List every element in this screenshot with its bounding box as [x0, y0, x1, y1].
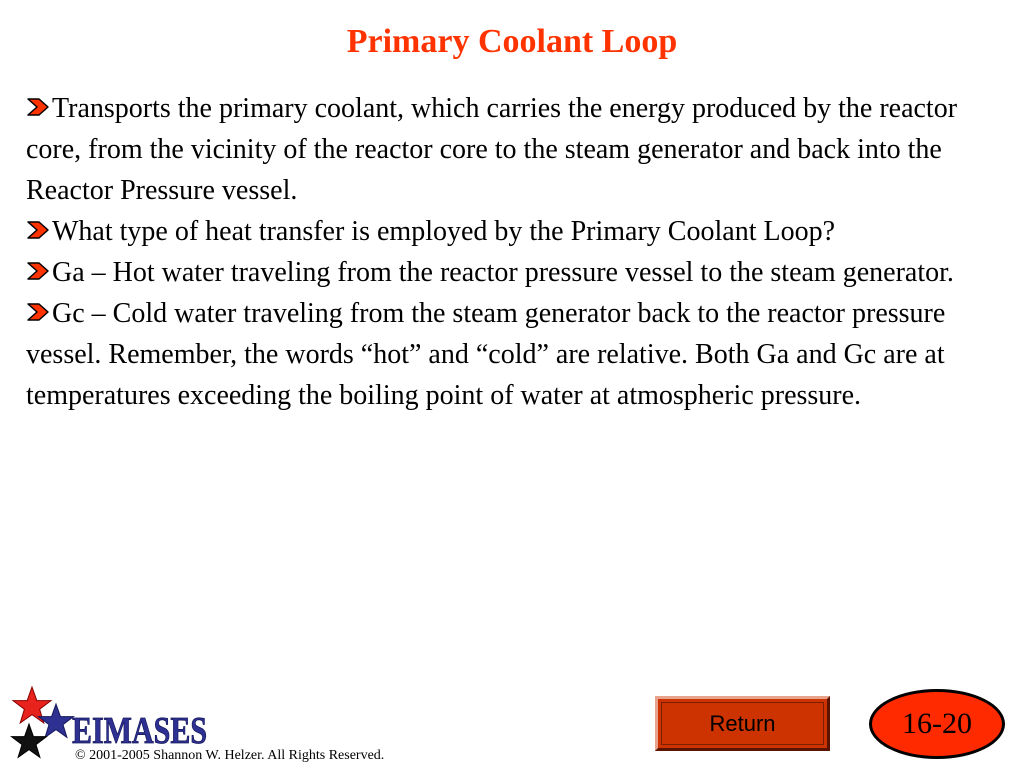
arrow-bullet-icon — [26, 301, 52, 323]
bullet-list — [26, 88, 976, 416]
arrow-bullet-icon — [26, 260, 52, 282]
logo-text: EIMASES — [72, 710, 207, 752]
copyright-text: © 2001-2005 Shannon W. Helzer. All Rights Reserved. — [75, 748, 385, 763]
bullet-text: Transports the primary coolant, which carries the energy produced by the reactor core, from the vicinity of the reactor core to the steam generator and back into the Reactor Pressure vessel. — [26, 93, 958, 206]
bullet-text: Gc – Cold water traveling from the steam generator back to the reactor pressure vessel. Remember, the words “hot” and “cold” are relative. Both Ga and Gc are at temperatures exceeding the boiling point of water at atmospheric pressure. — [26, 298, 946, 411]
bullet-text: Ga – Hot water traveling from the reactor pressure vessel to the steam generator. — [52, 257, 954, 288]
return-button-label: Return — [661, 702, 824, 745]
bullet-item — [26, 211, 976, 252]
blue-star-icon — [39, 704, 74, 737]
black-star-icon — [12, 724, 47, 757]
bullet-text: What type of heat transfer is employed by the Primary Coolant Loop? — [52, 216, 836, 247]
bullet-item — [26, 252, 976, 293]
arrow-bullet-icon — [26, 96, 52, 118]
return-button[interactable] — [655, 696, 830, 751]
page-number-badge: 16-20 — [869, 689, 1005, 759]
bullet-item — [26, 88, 976, 211]
arrow-bullet-icon — [26, 219, 52, 241]
slide-title: Primary Coolant Loop — [346, 23, 678, 60]
bullet-item — [26, 293, 976, 416]
